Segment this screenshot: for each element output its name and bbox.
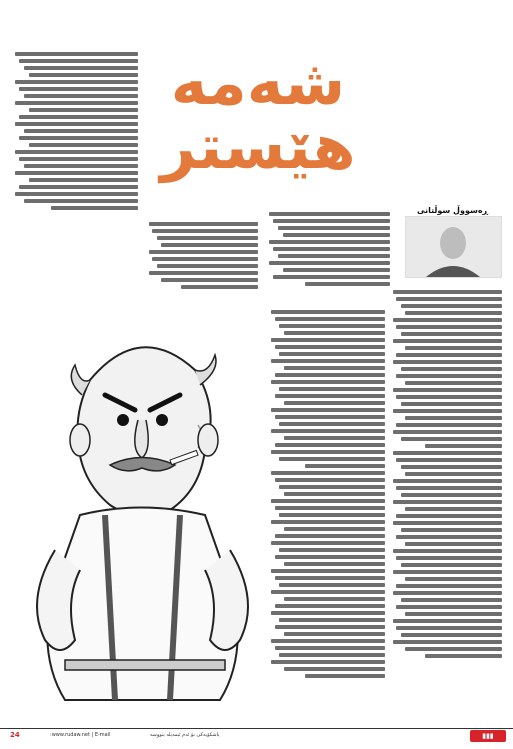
title-line-1: شەمە	[170, 46, 346, 119]
column-mid-top	[148, 222, 258, 302]
column-center	[270, 310, 385, 720]
column-right	[392, 290, 502, 720]
footer-text-right: پاشکۆیەکی بۆ ئەم ئیمەیلە بنووسە	[150, 732, 220, 738]
footer-divider	[0, 728, 513, 729]
author-name: ڕەسووڵ سوڵتانی	[416, 206, 488, 215]
page-footer	[0, 728, 513, 746]
title-line-2: هێستر	[160, 110, 356, 183]
column-mid-top-2	[268, 212, 390, 302]
author-photo	[405, 216, 502, 278]
page-number: 24	[10, 731, 20, 739]
cartoon-angry-man-illustration	[20, 300, 265, 710]
newspaper-logo: ▮▮▮	[470, 730, 506, 742]
footer-text-left: www.rudaw.net | E-mail:	[50, 732, 111, 738]
column-top-left	[14, 52, 138, 232]
article-title	[158, 46, 358, 183]
author-portrait-icon	[406, 217, 501, 277]
